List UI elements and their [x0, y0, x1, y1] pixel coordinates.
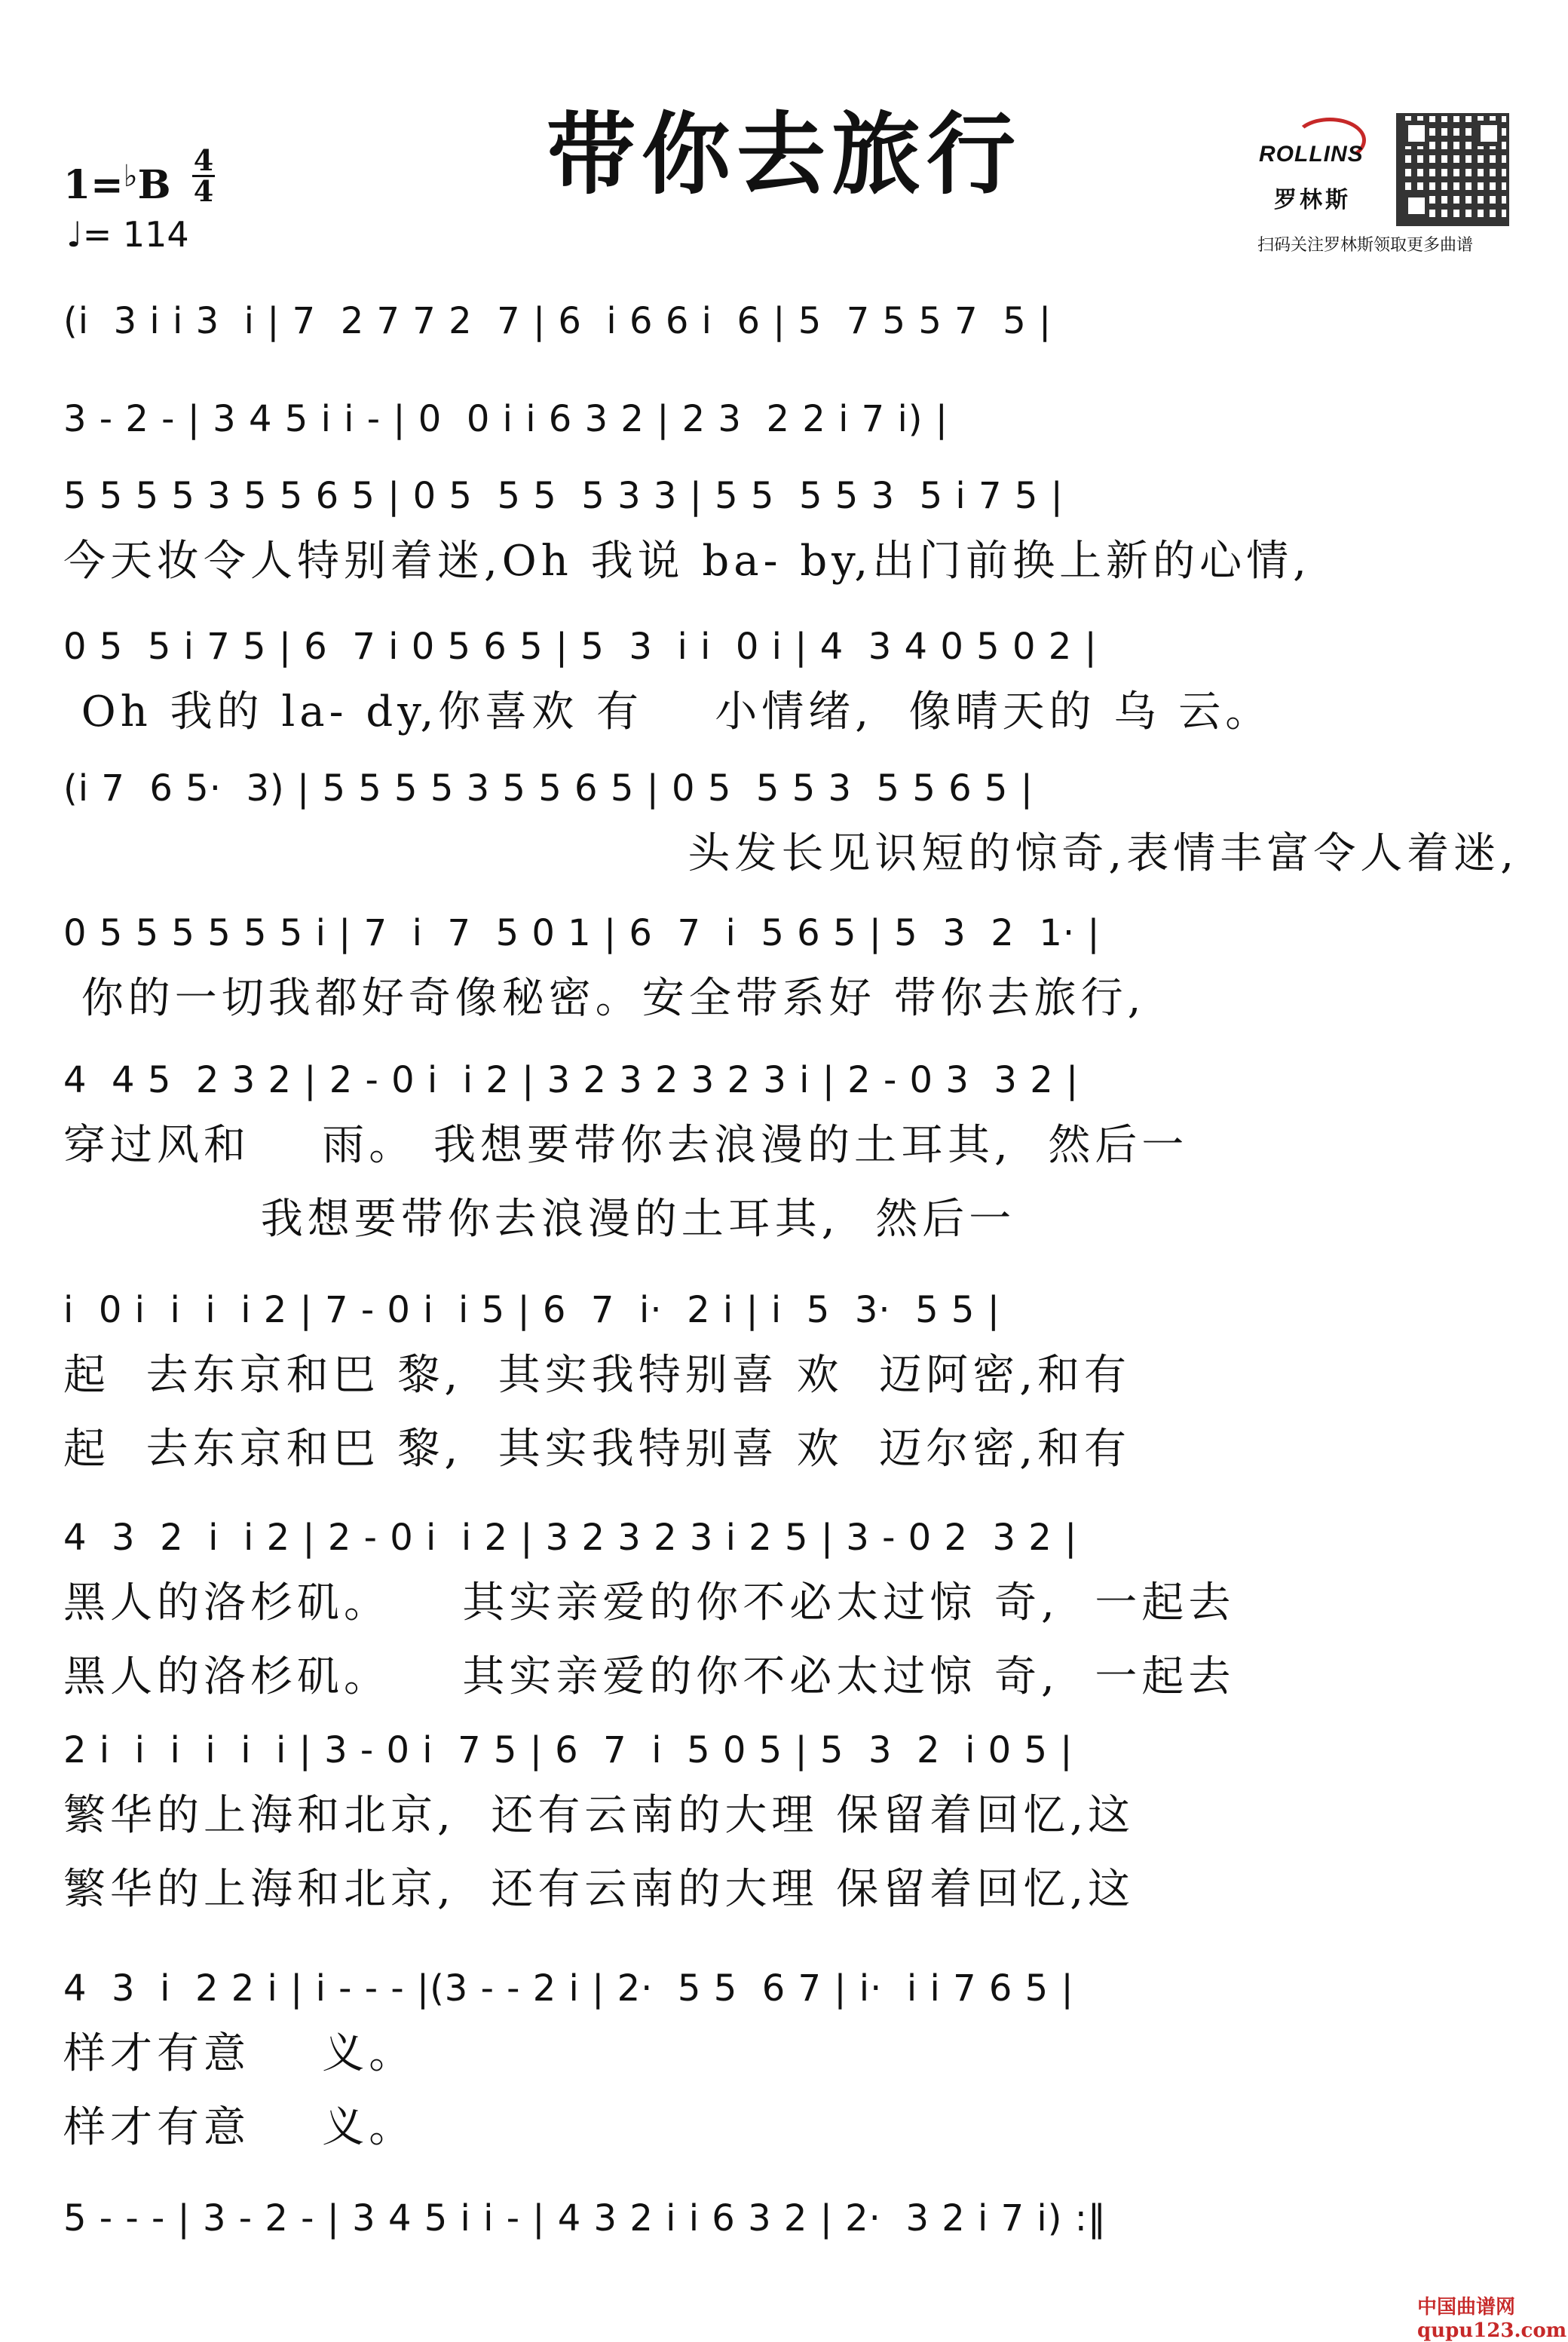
qr-code-icon[interactable]	[1396, 113, 1509, 226]
score-row-notes: 5 - - - | 3 - 2 - | 3 4 5 i i - | 4 3 2 i i 6 3 2 | 2· 3 2 i 7 i) :‖	[63, 2197, 1107, 2239]
lyric-line: 穿过风和 雨。 我想要带你去浪漫的土耳其, 然后一	[63, 1121, 1189, 1170]
lyric-line-verse2: 繁华的上海和北京, 还有云南的大理 保留着回忆,这	[63, 1865, 1135, 1914]
lyric-line: 繁华的上海和北京, 还有云南的大理 保留着回忆,这	[63, 1791, 1135, 1840]
lyric-line: 样才有意 义。	[63, 2029, 416, 2078]
score-row-notes: (i 7 6 5· 3) | 5 5 5 5 3 5 5 6 5 | 0 5 5 5 3 5 5 6 5 |	[63, 767, 1034, 810]
lyric-line-verse2: 起 去东京和巴 黎, 其实我特别喜 欢 迈尔密,和有	[63, 1425, 1132, 1474]
key-label: 1=	[63, 162, 124, 208]
lyric-line: 黑人的洛杉矶。 其实亲爱的你不必太过惊 奇, 一起去	[63, 1578, 1236, 1627]
site-watermark: 中国曲谱网 qupu123.com	[1417, 2296, 1567, 2342]
score-row-notes: 4 3 2 i i 2 | 2 - 0 i i 2 | 3 2 3 2 3 i 2 5 | 3 - 0 2 3 2 |	[63, 1517, 1078, 1559]
score-row-notes: (i 3 i i 3 i | 7 2 7 7 2 7 | 6 i 6 6 i 6 | 5 7 5 5 7 5 |	[63, 300, 1052, 342]
score-row-notes: 0 5 5 i 7 5 | 6 7 i 0 5 6 5 | 5 3 i i 0 i | 4 3 4 0 5 0 2 |	[63, 626, 1098, 668]
lyric-line: Oh 我的 la- dy,你喜欢 有 小情绪, 像晴天的 乌 云。	[63, 687, 1272, 736]
score-row-notes: 4 3 i 2 2 i | i - - - |(3 - - 2 i | 2· 5 5 6 7 | i· i i 7 6 5 |	[63, 1967, 1074, 2010]
time-signature	[192, 143, 215, 208]
lyric-line-verse2: 样才有意 义。	[63, 2103, 416, 2152]
qr-eye-icon	[1404, 121, 1429, 146]
score-row-notes: 0 5 5 5 5 5 5 i | 7 i 7 5 0 1 | 6 7 i 5 6 5 | 5 3 2 1· |	[63, 912, 1101, 954]
lyric-line: 你的一切我都好奇像秘密。安全带系好 带你去旅行,	[63, 974, 1146, 1023]
lyric-line: 头发长见识短的惊奇,表情丰富令人着迷,	[688, 829, 1518, 878]
lyric-line-verse2: 黑人的洛杉矶。 其实亲爱的你不必太过惊 奇, 一起去	[63, 1652, 1236, 1701]
time-bottom: 4	[193, 174, 214, 208]
score-row-notes: 4 4 5 2 3 2 | 2 - 0 i i 2 | 3 2 3 2 3 2 3 i | 2 - 0 3 3 2 |	[63, 1059, 1080, 1101]
logo-chinese-name: 罗林斯	[1274, 187, 1351, 213]
score-row-notes: 3 - 2 - | 3 4 5 i i - | 0 0 i i 6 3 2 | 2 3 2 2 i 7 i) |	[63, 398, 948, 440]
lyric-line: 今天妆令人特别着迷,Oh 我说 ba- by,出门前换上新的心情,	[63, 537, 1311, 586]
time-top: 4	[193, 143, 214, 177]
lyric-line-verse2: 我想要带你去浪漫的土耳其, 然后一	[63, 1195, 1016, 1244]
page-title: 带你去旅行	[546, 102, 1021, 207]
flat-sign: ♭	[123, 158, 138, 194]
key-signature	[63, 158, 171, 208]
score-row-notes: 5 5 5 5 3 5 5 6 5 | 0 5 5 5 5 3 3 | 5 5 5 5 3 5 i 7 5 |	[63, 475, 1064, 517]
score-row-notes: 2 i i i i i i | 3 - 0 i 7 5 | 6 7 i 5 0 5 | 5 3 2 i 0 5 |	[63, 1729, 1073, 1771]
qr-eye-icon	[1404, 193, 1429, 219]
score-row-notes: i 0 i i i i 2 | 7 - 0 i i 5 | 6 7 i· 2 i | i 5 3· 5 5 |	[63, 1289, 1000, 1331]
qr-caption: 扫码关注罗林斯领取更多曲谱	[1257, 236, 1474, 255]
lyric-line: 起 去东京和巴 黎, 其实我特别喜 欢 迈阿密,和有	[63, 1351, 1132, 1400]
key-note: B	[137, 162, 171, 208]
qr-eye-icon	[1476, 121, 1502, 146]
logo-wordmark: ROLLINS	[1259, 142, 1364, 167]
tempo-marking: ♩= 114	[66, 214, 189, 255]
